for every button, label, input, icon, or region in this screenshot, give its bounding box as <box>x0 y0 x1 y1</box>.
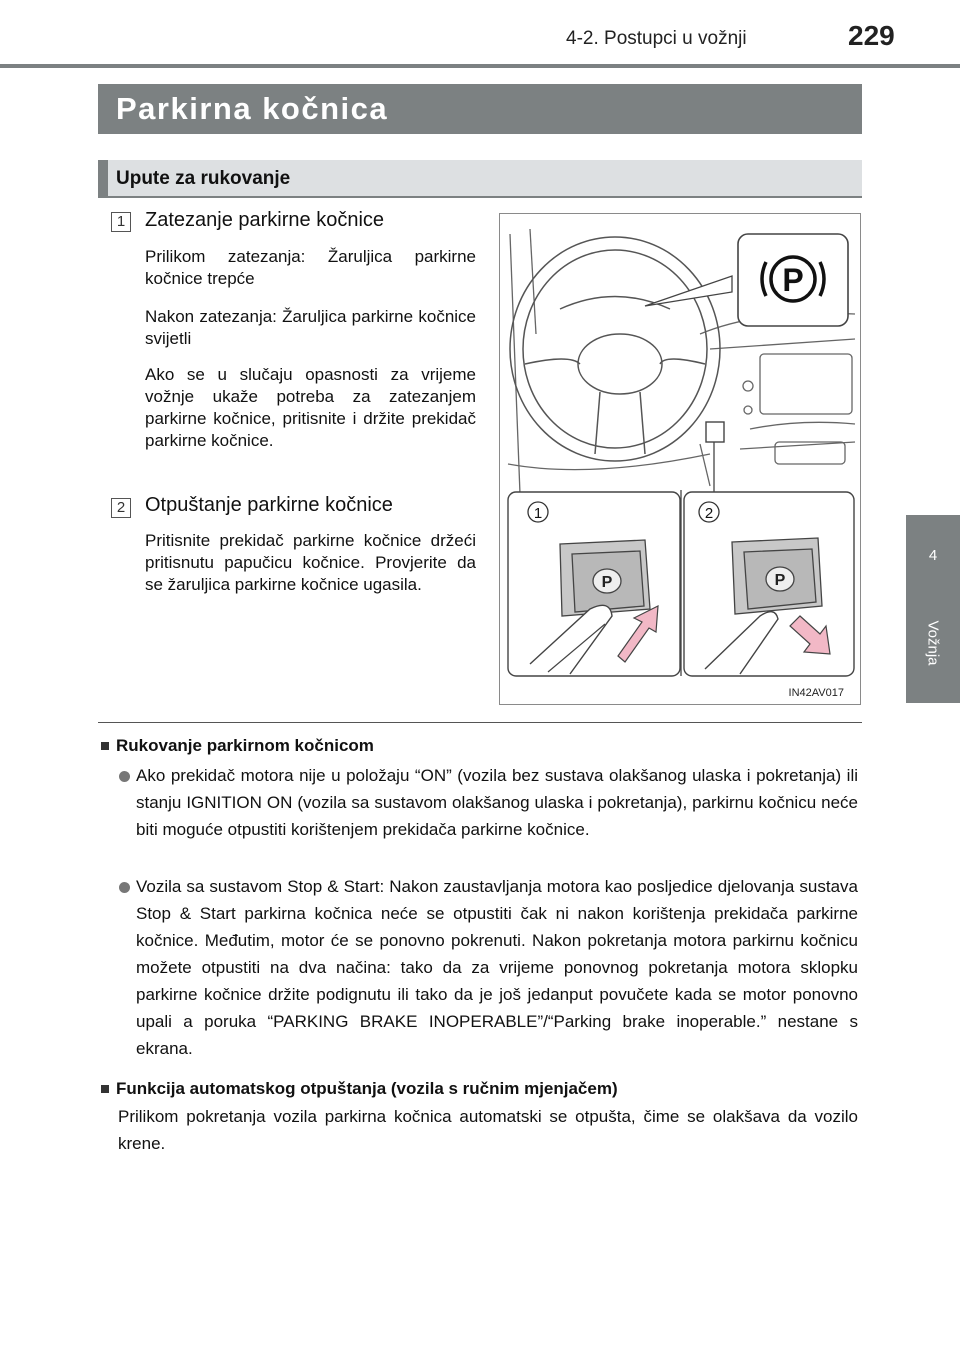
chapter-label: Vožnja <box>924 620 942 666</box>
inset-label-2: 2 <box>704 505 714 522</box>
note-2-text: Prilikom pokretanja vozila parkirna kočnica automatski se otpušta, čime se olakšava da vozilo krene. <box>118 1107 858 1153</box>
parking-brake-illustration <box>500 214 860 704</box>
page-number: 229 <box>848 20 895 51</box>
step-2-paragraph-1: Pritisnite prekidač parkirne kočnice držeći pritisnutu papučicu kočnice. Provjerite da se žaruljica parkirne kočnice ugasila. <box>145 531 476 594</box>
switch-symbol-2: P <box>774 572 786 589</box>
note-1-item-1: Ako prekidač motora nije u položaju “ON” (vozila bez sustava olakšanog ulaska i pokretanja) ili stanju IGNITION ON (vozila sa sustavom olakšanog ulaska i pokretanja), parkirnu kočnicu neće biti moguće otpustiti korištenjem prekidača parkirne kočnice. <box>136 766 858 839</box>
step-1-paragraph-3: Ako se u slučaju opasnosti za vrijeme vožnje ukaže potreba za zatezanjem parkirne kočnice, pritisnite i držite prekidač parkirne kočnice. <box>145 365 476 450</box>
subtitle: Upute za rukovanje <box>116 168 291 189</box>
switch-symbol-1: P <box>601 574 613 591</box>
page-title: Parkirna kočnica <box>116 91 389 126</box>
figure-frame <box>499 213 861 705</box>
section-rule <box>98 722 862 723</box>
dash-switch <box>706 422 724 442</box>
note-2-bullet <box>101 1085 109 1093</box>
step-1-number: 1 <box>111 212 131 232</box>
subtitle-bar <box>98 160 862 198</box>
note-1-item-1-bullet <box>119 771 130 782</box>
chapter-tab <box>906 515 960 703</box>
note-2-heading: Funkcija automatskog otpuštanja (vozila s ručnim mjenjačem) <box>116 1079 618 1098</box>
figure-code: IN42AV017 <box>788 687 844 699</box>
header-rule <box>0 64 960 68</box>
chapter-number: 4 <box>928 547 938 564</box>
section-header: 4-2. Postupci u vožnji <box>566 28 747 49</box>
callout-symbol: P <box>782 262 804 298</box>
step-1-title: Zatezanje parkirne kočnice <box>145 209 385 231</box>
subtitle-accent <box>98 160 108 196</box>
inset-label-1: 1 <box>533 505 543 522</box>
note-1-bullet <box>101 742 109 750</box>
title-bar <box>98 84 862 134</box>
step-2-title: Otpuštanje parkirne kočnice <box>145 494 393 516</box>
step-1-paragraph-1: Prilikom zatezanja: Žaruljica parkirne kočnice trepće <box>145 247 476 288</box>
note-1-item-2: Vozila sa sustavom Stop & Start: Nakon zaustavljanja motora kao posljedice djelovanja sustava Stop & Start parkirna kočnica neće se otpustiti čak ni nakon korištenja prekidača parkirne kočnice. Međutim, motor će se ponovno pokrenuti. Nakon pokretanja motora parkirnu kočnicu možete otpustiti na dva načina: tako da za vrijeme ponovnog pokretanja motora sklopku parkirne kočnice držite podignutu ili tako da je još jedanput povučete kada se motor ponovno upali a poruka “PARKING BRAKE INOPERABLE”/“Parking brake inoperable.” nestane s ekrana. <box>136 877 858 1058</box>
step-2-number: 2 <box>111 498 131 518</box>
note-1-heading: Rukovanje parkirnom kočnicom <box>116 736 374 755</box>
note-1-item-2-bullet <box>119 882 130 893</box>
step-1-paragraph-2: Nakon zatezanja: Žaruljica parkirne kočnice svijetli <box>145 307 476 348</box>
